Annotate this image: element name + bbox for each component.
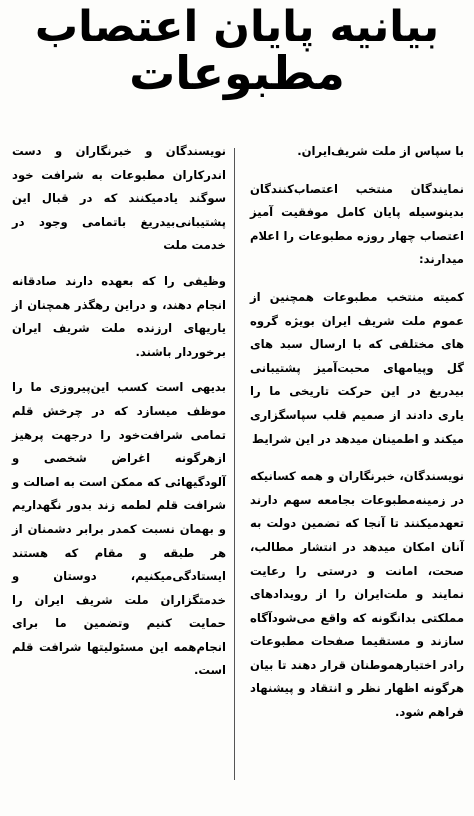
paragraph: نویسندگان و خبرنگاران و دست اندرکاران مطبوعات به شرافت خود سوگند یادمیکنند که در قبال این پشتیبانی‌بیدریغ باتمامی وجود در خدمت ملت [12,144,226,253]
paragraph: نویسندگان، خبرنگاران و همه کسانیکه در زمینه‌مطبوعات بجامعه سهم دارند تعهدمیکنند تا آنجا که تضمین دولت به آنان امکان میدهد در انتشار مطالب، صحت، امانت و درستی را رعایت نمایند و ملت‌ایران را از رویدادهای مملکتی بدانگونه که واقع می‌شود‌آگاه سازند و مستقیما صفحات مطبوعات رادر اختیارهموطنان قرار دهند تا بیان هرگونه اظهار نظر و انتقاد و پیشنهاد فراهم شود. [250,469,464,720]
headline-line-2: مطبوعات [129,45,345,100]
column-divider [234,148,235,780]
paragraph: بدیهی است کسب این‌پیروزی ما را موظف میسازد که در چرخش قلم تمامی شرافت‌خود را درجهت پرهیز ازهرگونه اغراض شخصی و آلودگیهائی که ممکن است به اصالت و شرافت قلم لطمه زند بدور نگهداریم و بهمان نسبت کمدر برابر دشمنان از هر طبقه و مقام که هستند ایستادگی‌میکنیم، دوستان و خدمتگزاران ملت شریف ایران را حمایت کنیم وتضمین ما برای انجام‌همه این مسئولیتها شرافت قلم است. [12,380,226,678]
left-column [12,140,226,810]
paragraph: کمیته منتخب مطبوعات همچنین از عموم ملت شریف ایران بویژه گروه های مختلفی که با ارسال سبد های گل وپیامهای محبت‌آمیز پشتیبانی بیدریغ در این حرکت تاریخی ما را یاری دادند از صمیم قلب سپاسگزاری میکند و اطمینان میدهد در این شرایط [250,289,464,446]
headline-line-1: بیانیه پایان اعتصاب [34,2,440,52]
paragraph: نمایندگان منتخب اعتصاب‌کنندگان بدینوسیله پایان کامل موفقیت آمیز اعتصاب چهار روزه مطبوعات را اعلام میدارند: [250,181,464,267]
paragraph: با سپاس از ملت شریف‌ایران. [297,144,464,158]
right-column [250,140,464,810]
headline [30,2,444,100]
paragraph: وظیفی را که بعهده دارند صادقانه انجام دهند، و دراین رهگذر همچنان از یاریهای ارزنده ملت شریف ایران برخوردار باشند. [12,273,226,359]
article-body [10,140,464,810]
